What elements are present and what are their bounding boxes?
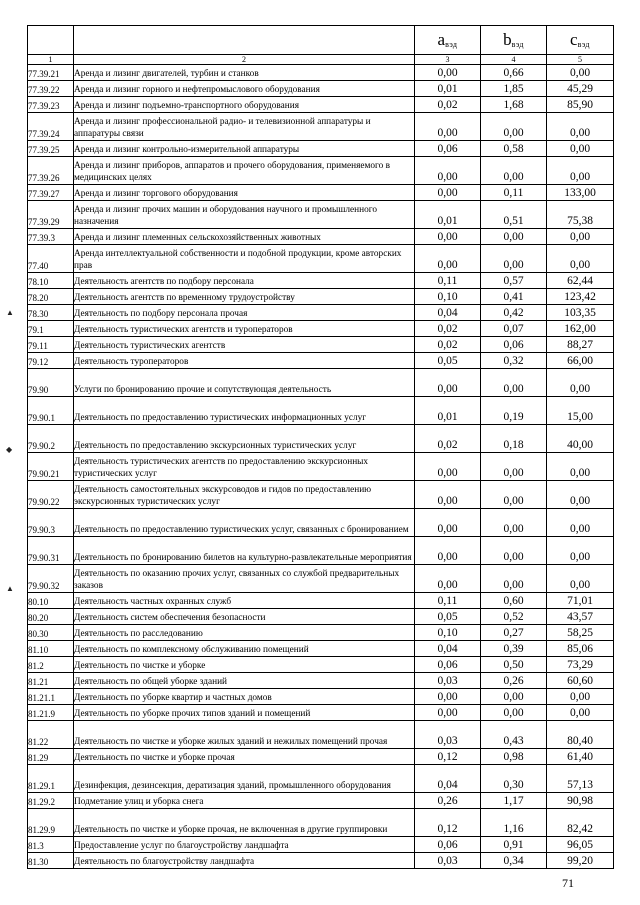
- coef-a-cell: 0,01: [415, 201, 481, 229]
- coef-a-cell: 0,11: [415, 273, 481, 289]
- okved-code-cell: 78.10: [28, 273, 74, 289]
- coef-c-cell: 73,29: [547, 657, 614, 673]
- activity-name-cell: Аренда интеллектуальной собственности и подобной продукции, кроме авторских прав: [74, 245, 415, 273]
- coef-c-cell: 75,38: [547, 201, 614, 229]
- activity-name-cell: Аренда и лизинг племенных сельскохозяйственных животных: [74, 229, 415, 245]
- okved-code-cell: 79.90.21: [28, 453, 74, 481]
- coef-c-cell: 0,00: [547, 565, 614, 593]
- activity-name-cell: Деятельность по уборке прочих типов зданий и помещений: [74, 705, 415, 721]
- okved-code-cell: 81.30: [28, 853, 74, 869]
- coef-c-cell: 123,42: [547, 289, 614, 305]
- margin-mark: ▲: [6, 308, 14, 317]
- activity-name-cell: Аренда и лизинг прочих машин и оборудования научного и промышленного назначения: [74, 201, 415, 229]
- coef-b-cell: 0,58: [481, 141, 547, 157]
- coef-a-cell: 0,00: [415, 157, 481, 185]
- activity-name-cell: Деятельность по чистке и уборке жилых зданий и нежилых помещений прочая: [74, 721, 415, 749]
- activity-name-cell: Деятельность по чистке и уборке: [74, 657, 415, 673]
- coef-a-cell: 0,26: [415, 793, 481, 809]
- table-row: [28, 537, 614, 565]
- table-row: [28, 853, 614, 869]
- coef-b-cell: 0,00: [481, 229, 547, 245]
- okved-code-cell: 79.90.3: [28, 509, 74, 537]
- coef-b-cell: 0,51: [481, 201, 547, 229]
- column-number: 4: [481, 55, 547, 65]
- coef-b-cell: 0,11: [481, 185, 547, 201]
- coef-c-cell: 71,01: [547, 593, 614, 609]
- activity-name-cell: Аренда и лизинг контрольно-измерительной аппаратуры: [74, 141, 415, 157]
- coef-b-cell: 0,41: [481, 289, 547, 305]
- header-c-letter: c: [570, 30, 578, 49]
- coef-c-cell: 85,90: [547, 97, 614, 113]
- table-row: [28, 721, 614, 749]
- activity-name-cell: Аренда и лизинг торгового оборудования: [74, 185, 415, 201]
- table-row: [28, 481, 614, 509]
- coef-c-cell: 0,00: [547, 157, 614, 185]
- activity-name-cell: Деятельность по чистке и уборке прочая: [74, 749, 415, 765]
- header-blank-name: [74, 26, 415, 55]
- coef-c-cell: 15,00: [547, 397, 614, 425]
- coef-b-cell: 1,17: [481, 793, 547, 809]
- header-a-letter: a: [437, 30, 446, 49]
- coef-b-cell: 0,00: [481, 705, 547, 721]
- coef-a-cell: 0,00: [415, 113, 481, 141]
- table-row: [28, 245, 614, 273]
- coef-c-cell: 40,00: [547, 425, 614, 453]
- table-row: [28, 705, 614, 721]
- okved-code-cell: 77.39.27: [28, 185, 74, 201]
- coef-c-cell: 99,20: [547, 853, 614, 869]
- activity-name-cell: Аренда и лизинг горного и нефтепромыслового оборудования: [74, 81, 415, 97]
- header-b-subscript: вэд: [511, 40, 524, 49]
- coef-b-cell: 0,57: [481, 273, 547, 289]
- coef-b-cell: 0,18: [481, 425, 547, 453]
- coef-a-cell: 0,02: [415, 321, 481, 337]
- coefficients-table: [27, 25, 614, 869]
- table-row: [28, 201, 614, 229]
- coef-c-cell: 0,00: [547, 141, 614, 157]
- coef-a-cell: 0,03: [415, 673, 481, 689]
- coef-a-cell: 0,03: [415, 721, 481, 749]
- okved-code-cell: 80.20: [28, 609, 74, 625]
- coef-b-cell: 0,07: [481, 321, 547, 337]
- coef-b-cell: 0,26: [481, 673, 547, 689]
- okved-code-cell: 81.3: [28, 837, 74, 853]
- coef-c-cell: 162,00: [547, 321, 614, 337]
- coef-b-cell: 0,00: [481, 481, 547, 509]
- activity-name-cell: Деятельность по подбору персонала прочая: [74, 305, 415, 321]
- column-number: 1: [28, 55, 74, 65]
- coef-c-cell: 0,00: [547, 689, 614, 705]
- coef-b-cell: 1,68: [481, 97, 547, 113]
- coef-b-cell: 0,06: [481, 337, 547, 353]
- table-row: [28, 657, 614, 673]
- coef-c-cell: 133,00: [547, 185, 614, 201]
- coef-c-cell: 85,06: [547, 641, 614, 657]
- header-a: [415, 26, 481, 55]
- coef-a-cell: 0,04: [415, 641, 481, 657]
- header-c-subscript: вэд: [577, 40, 590, 49]
- coef-b-cell: 0,00: [481, 157, 547, 185]
- activity-name-cell: Деятельность агентств по временному трудоустройству: [74, 289, 415, 305]
- coef-c-cell: 45,29: [547, 81, 614, 97]
- coef-c-cell: 0,00: [547, 509, 614, 537]
- activity-name-cell: Деятельность по уборке квартир и частных домов: [74, 689, 415, 705]
- header-c: [547, 26, 614, 55]
- okved-code-cell: 79.90: [28, 369, 74, 397]
- coef-b-cell: 0,00: [481, 689, 547, 705]
- activity-name-cell: Деятельность по предоставлению экскурсионных туристических услуг: [74, 425, 415, 453]
- coef-c-cell: 0,00: [547, 453, 614, 481]
- table-row: [28, 185, 614, 201]
- coef-b-cell: 0,43: [481, 721, 547, 749]
- coef-c-cell: 62,44: [547, 273, 614, 289]
- okved-code-cell: 80.10: [28, 593, 74, 609]
- coef-a-cell: 0,00: [415, 65, 481, 81]
- column-number: 3: [415, 55, 481, 65]
- activity-name-cell: Предоставление услуг по благоустройству ландшафта: [74, 837, 415, 853]
- coef-c-cell: 96,05: [547, 837, 614, 853]
- column-number-row: [28, 55, 614, 65]
- activity-name-cell: Деятельность туристических агентств по предоставлению экскурсионных туристических услуг: [74, 453, 415, 481]
- table-row: [28, 141, 614, 157]
- margin-mark: ▲: [6, 584, 14, 593]
- coef-c-cell: 0,00: [547, 65, 614, 81]
- okved-code-cell: 81.29: [28, 749, 74, 765]
- okved-code-cell: 81.29.9: [28, 809, 74, 837]
- coef-c-cell: 82,42: [547, 809, 614, 837]
- coef-c-cell: 66,00: [547, 353, 614, 369]
- coef-b-cell: 0,39: [481, 641, 547, 657]
- coef-c-cell: 0,00: [547, 369, 614, 397]
- okved-code-cell: 79.90.31: [28, 537, 74, 565]
- coef-c-cell: 0,00: [547, 113, 614, 141]
- table-row: [28, 453, 614, 481]
- coef-c-cell: 0,00: [547, 245, 614, 273]
- activity-name-cell: Деятельность по общей уборке зданий: [74, 673, 415, 689]
- coef-a-cell: 0,00: [415, 481, 481, 509]
- okved-code-cell: 81.21.1: [28, 689, 74, 705]
- table-row: [28, 565, 614, 593]
- coef-a-cell: 0,06: [415, 657, 481, 673]
- okved-code-cell: 77.40: [28, 245, 74, 273]
- coef-a-cell: 0,06: [415, 141, 481, 157]
- table-row: [28, 337, 614, 353]
- coef-b-cell: 0,91: [481, 837, 547, 853]
- table-row: [28, 97, 614, 113]
- table-row: [28, 157, 614, 185]
- okved-code-cell: 81.29.2: [28, 793, 74, 809]
- coef-c-cell: 0,00: [547, 229, 614, 245]
- okved-code-cell: 81.22: [28, 721, 74, 749]
- coef-a-cell: 0,04: [415, 765, 481, 793]
- coef-a-cell: 0,00: [415, 245, 481, 273]
- activity-name-cell: Деятельность частных охранных служб: [74, 593, 415, 609]
- table-row: [28, 273, 614, 289]
- column-number: 2: [74, 55, 415, 65]
- coef-a-cell: 0,06: [415, 837, 481, 853]
- coef-c-cell: 57,13: [547, 765, 614, 793]
- coef-b-cell: 0,00: [481, 113, 547, 141]
- coef-a-cell: 0,00: [415, 185, 481, 201]
- coef-a-cell: 0,11: [415, 593, 481, 609]
- table-row: [28, 321, 614, 337]
- activity-name-cell: Деятельность туроператоров: [74, 353, 415, 369]
- coef-c-cell: 60,60: [547, 673, 614, 689]
- okved-code-cell: 77.39.25: [28, 141, 74, 157]
- coef-a-cell: 0,03: [415, 853, 481, 869]
- okved-code-cell: 77.39.24: [28, 113, 74, 141]
- okved-code-cell: 77.39.29: [28, 201, 74, 229]
- coef-a-cell: 0,00: [415, 229, 481, 245]
- coef-a-cell: 0,00: [415, 537, 481, 565]
- okved-code-cell: 81.10: [28, 641, 74, 657]
- coef-b-cell: 1,85: [481, 81, 547, 97]
- activity-name-cell: Деятельность по предоставлению туристических услуг, связанных с бронированием: [74, 509, 415, 537]
- okved-code-cell: 81.21.9: [28, 705, 74, 721]
- coef-a-cell: 0,02: [415, 97, 481, 113]
- header-b: [481, 26, 547, 55]
- activity-name-cell: Аренда и лизинг приборов, аппаратов и прочего оборудования, применяемого в медицинских целях: [74, 157, 415, 185]
- activity-name-cell: Аренда и лизинг подъемно-транспортного оборудования: [74, 97, 415, 113]
- table-row: [28, 641, 614, 657]
- coef-b-cell: 0,00: [481, 565, 547, 593]
- coef-b-cell: 0,30: [481, 765, 547, 793]
- header-a-subscript: вэд: [445, 40, 458, 49]
- activity-name-cell: Деятельность по комплексному обслуживанию помещений: [74, 641, 415, 657]
- coef-a-cell: 0,00: [415, 453, 481, 481]
- table-row: [28, 353, 614, 369]
- okved-code-cell: 81.2: [28, 657, 74, 673]
- table-row: [28, 809, 614, 837]
- table-row: [28, 113, 614, 141]
- coef-b-cell: 0,00: [481, 509, 547, 537]
- okved-code-cell: 78.20: [28, 289, 74, 305]
- okved-code-cell: 77.39.23: [28, 97, 74, 113]
- okved-code-cell: 78.30: [28, 305, 74, 321]
- activity-name-cell: Услуги по бронированию прочие и сопутствующая деятельность: [74, 369, 415, 397]
- table-row: [28, 509, 614, 537]
- coef-a-cell: 0,05: [415, 609, 481, 625]
- coef-a-cell: 0,00: [415, 689, 481, 705]
- coef-a-cell: 0,05: [415, 353, 481, 369]
- coef-a-cell: 0,10: [415, 625, 481, 641]
- okved-code-cell: 79.12: [28, 353, 74, 369]
- activity-name-cell: Деятельность по благоустройству ландшафта: [74, 853, 415, 869]
- coef-a-cell: 0,12: [415, 749, 481, 765]
- table-row: [28, 689, 614, 705]
- table-row: [28, 81, 614, 97]
- coef-c-cell: 0,00: [547, 481, 614, 509]
- coef-b-cell: 0,27: [481, 625, 547, 641]
- okved-code-cell: 81.21: [28, 673, 74, 689]
- activity-name-cell: Деятельность по чистке и уборке прочая, не включенная в другие группировки: [74, 809, 415, 837]
- okved-code-cell: 77.39.26: [28, 157, 74, 185]
- coef-b-cell: 0,34: [481, 853, 547, 869]
- table-row: [28, 229, 614, 245]
- activity-name-cell: Деятельность туристических агентств: [74, 337, 415, 353]
- table-row: [28, 65, 614, 81]
- table-row: [28, 425, 614, 453]
- coef-c-cell: 88,27: [547, 337, 614, 353]
- header-row: [28, 26, 614, 55]
- coef-b-cell: 1,16: [481, 809, 547, 837]
- header-b-letter: b: [503, 30, 512, 49]
- activity-name-cell: Деятельность систем обеспечения безопасности: [74, 609, 415, 625]
- coef-c-cell: 43,57: [547, 609, 614, 625]
- okved-code-cell: 79.90.1: [28, 397, 74, 425]
- coef-c-cell: 103,35: [547, 305, 614, 321]
- table-row: [28, 369, 614, 397]
- coef-b-cell: 0,98: [481, 749, 547, 765]
- activity-name-cell: Деятельность туристических агентств и туроператоров: [74, 321, 415, 337]
- table-row: [28, 305, 614, 321]
- table-row: [28, 625, 614, 641]
- coef-b-cell: 0,00: [481, 369, 547, 397]
- coef-a-cell: 0,02: [415, 337, 481, 353]
- okved-code-cell: 77.39.22: [28, 81, 74, 97]
- okved-code-cell: 80.30: [28, 625, 74, 641]
- activity-name-cell: Дезинфекция, дезинсекция, дератизация зданий, промышленного оборудования: [74, 765, 415, 793]
- coef-a-cell: 0,00: [415, 369, 481, 397]
- coef-b-cell: 0,42: [481, 305, 547, 321]
- coef-b-cell: 0,00: [481, 537, 547, 565]
- page-number: 71: [562, 876, 574, 890]
- coef-b-cell: 0,00: [481, 453, 547, 481]
- coef-c-cell: 61,40: [547, 749, 614, 765]
- activity-name-cell: Деятельность по оказанию прочих услуг, связанных со службой предварительных заказов: [74, 565, 415, 593]
- okved-code-cell: 79.1: [28, 321, 74, 337]
- okved-code-cell: 79.90.22: [28, 481, 74, 509]
- coef-c-cell: 80,40: [547, 721, 614, 749]
- activity-name-cell: Деятельность по предоставлению туристических информационных услуг: [74, 397, 415, 425]
- coef-a-cell: 0,00: [415, 705, 481, 721]
- table-row: [28, 593, 614, 609]
- activity-name-cell: Деятельность самостоятельных экскурсоводов и гидов по предоставлению экскурсионных туристических услуг: [74, 481, 415, 509]
- coef-a-cell: 0,00: [415, 509, 481, 537]
- coef-b-cell: 0,00: [481, 245, 547, 273]
- activity-name-cell: Аренда и лизинг профессиональной радио- и телевизионной аппаратуры и аппаратуры связи: [74, 113, 415, 141]
- activity-name-cell: Аренда и лизинг двигателей, турбин и станков: [74, 65, 415, 81]
- activity-name-cell: Деятельность по расследованию: [74, 625, 415, 641]
- coef-a-cell: 0,02: [415, 425, 481, 453]
- okved-code-cell: 77.39.3: [28, 229, 74, 245]
- table-row: [28, 749, 614, 765]
- table-row: [28, 793, 614, 809]
- coef-b-cell: 0,66: [481, 65, 547, 81]
- coef-a-cell: 0,12: [415, 809, 481, 837]
- column-number: 5: [547, 55, 614, 65]
- okved-code-cell: 77.39.21: [28, 65, 74, 81]
- table-row: [28, 609, 614, 625]
- okved-code-cell: 79.11: [28, 337, 74, 353]
- coef-c-cell: 90,98: [547, 793, 614, 809]
- activity-name-cell: Деятельность агентств по подбору персонала: [74, 273, 415, 289]
- okved-code-cell: 81.29.1: [28, 765, 74, 793]
- coef-b-cell: 0,50: [481, 657, 547, 673]
- activity-name-cell: Подметание улиц и уборка снега: [74, 793, 415, 809]
- coef-b-cell: 0,32: [481, 353, 547, 369]
- okved-code-cell: 79.90.2: [28, 425, 74, 453]
- table-row: [28, 837, 614, 853]
- activity-name-cell: Деятельность по бронированию билетов на культурно-развлекательные мероприятия: [74, 537, 415, 565]
- table-row: [28, 397, 614, 425]
- coef-a-cell: 0,01: [415, 397, 481, 425]
- coef-a-cell: 0,00: [415, 565, 481, 593]
- coef-a-cell: 0,10: [415, 289, 481, 305]
- table-row: [28, 765, 614, 793]
- coef-c-cell: 0,00: [547, 705, 614, 721]
- coef-b-cell: 0,19: [481, 397, 547, 425]
- coef-a-cell: 0,04: [415, 305, 481, 321]
- table-row: [28, 289, 614, 305]
- margin-mark: ◆: [6, 445, 13, 454]
- coef-c-cell: 0,00: [547, 537, 614, 565]
- okved-code-cell: 79.90.32: [28, 565, 74, 593]
- coef-c-cell: 58,25: [547, 625, 614, 641]
- coef-b-cell: 0,52: [481, 609, 547, 625]
- coef-b-cell: 0,60: [481, 593, 547, 609]
- coef-a-cell: 0,01: [415, 81, 481, 97]
- table-row: [28, 673, 614, 689]
- header-blank-code: [28, 26, 74, 55]
